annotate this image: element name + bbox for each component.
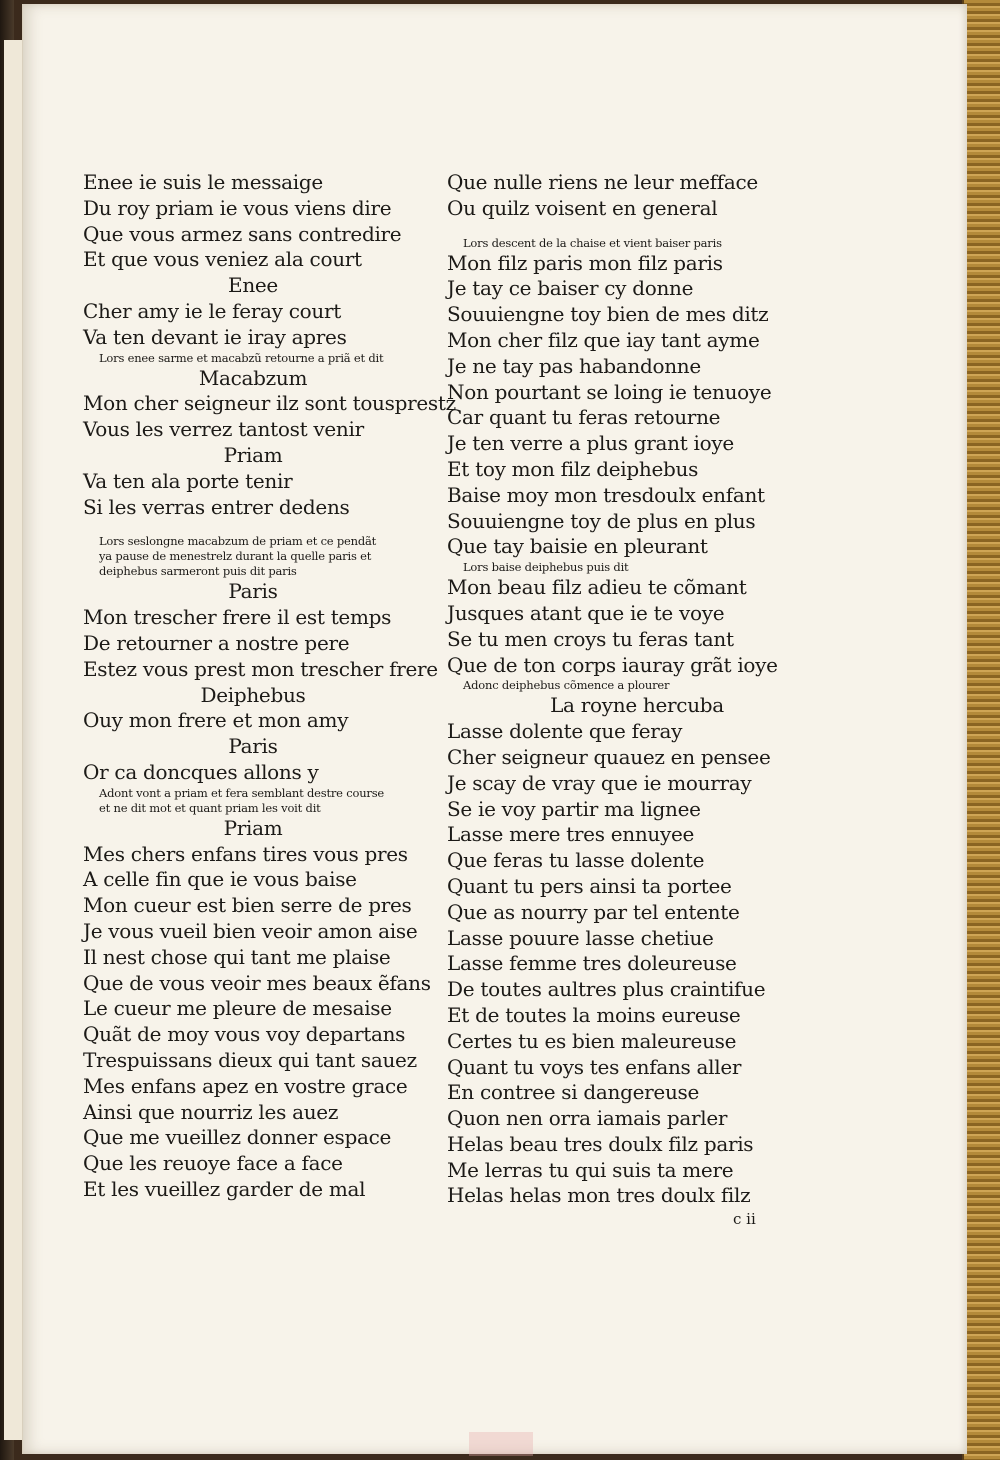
stage-direction: Lors seslongne macabzum de priam et ce pendãt xyxy=(99,534,377,549)
verse-line: Il nest chose qui tant me plaise xyxy=(83,944,391,969)
verse-line: Mon filz paris mon filz paris xyxy=(447,250,723,275)
verse-line: Lasse femme tres doleureuse xyxy=(447,951,737,976)
verse-line: Mon beau filz adieu te cõmant xyxy=(447,575,747,600)
verse-line: Cher amy ie le feray court xyxy=(83,298,341,323)
verse-line: Helas beau tres doulx filz paris xyxy=(447,1131,754,1156)
verse-line: Souuiengne toy bien de mes ditz xyxy=(447,302,769,327)
verse-line: Je tay ce baiser cy donne xyxy=(447,276,694,301)
gilt-page-edges xyxy=(962,0,1000,1460)
speaker-heading: Paris xyxy=(228,734,278,759)
verse-line: En contree si dangereuse xyxy=(447,1080,700,1105)
signature-mark: c ii xyxy=(733,1210,756,1228)
verse-line: Quãt de moy vous voy departans xyxy=(83,1022,406,1047)
verse-line: Si les verras entrer dedens xyxy=(83,494,350,519)
verse-line: Quant tu voys tes enfans aller xyxy=(447,1054,742,1079)
verse-line: Cher seigneur quauez en pensee xyxy=(447,744,771,769)
verse-line: Ouy mon frere et mon amy xyxy=(83,708,349,733)
verse-line: Trespuissans dieux qui tant sauez xyxy=(83,1047,417,1072)
stage-direction: Lors enee sarme et macabzũ retourne a priã et dit xyxy=(99,350,384,365)
verse-line: Baise moy mon tresdoulx enfant xyxy=(447,482,765,507)
speaker-heading: Priam xyxy=(223,442,283,467)
verse-line: De retourner a nostre pere xyxy=(83,630,350,655)
verse-line: Et les vueillez garder de mal xyxy=(83,1176,366,1201)
verse-line: Je vous vueil bien veoir amon aise xyxy=(83,918,418,943)
verse-line: Helas helas mon tres doulx filz xyxy=(447,1183,751,1208)
speaker-heading: La royne hercuba xyxy=(550,693,724,718)
verse-line: Et que vous veniez ala court xyxy=(83,247,362,272)
verse-line: Jusques atant que ie te voye xyxy=(447,600,725,625)
verse-line: Le cueur me pleure de mesaise xyxy=(83,996,392,1021)
verse-line: Que tay baisie en pleurant xyxy=(447,534,708,559)
verse-line: Se tu men croys tu feras tant xyxy=(447,626,734,651)
verse-line: Que as nourry par tel entente xyxy=(447,899,740,924)
verse-line: Que les reuoye face a face xyxy=(83,1151,343,1176)
verse-line: Lasse dolente que feray xyxy=(447,719,683,744)
stage-direction: Lors baise deiphebus puis dit xyxy=(463,560,629,575)
speaker-heading: Paris xyxy=(228,579,278,604)
line-gap xyxy=(83,520,443,534)
verse-line: Lasse mere tres ennuyee xyxy=(447,822,695,847)
verse-line: Me lerras tu qui suis ta mere xyxy=(447,1157,734,1182)
verse-line: Mon trescher frere il est temps xyxy=(83,605,392,630)
verse-line: Quon nen orra iamais parler xyxy=(447,1106,728,1131)
verse-line: Non pourtant se loing ie tenuoye xyxy=(447,379,772,404)
verse-line: Du roy priam ie vous viens dire xyxy=(83,195,392,220)
verse-line: Que de vous veoir mes beaux ẽfans xyxy=(83,970,431,995)
speaker-heading: Priam xyxy=(223,815,283,840)
verse-line: A celle fin que ie vous baise xyxy=(83,867,357,892)
stage-direction: Lors descent de la chaise et vient baiser paris xyxy=(463,235,722,250)
verse-line: Lasse pouure lasse chetiue xyxy=(447,925,714,950)
verse-line: De toutes aultres plus craintifue xyxy=(447,977,766,1002)
verse-line: Certes tu es bien maleureuse xyxy=(447,1028,737,1053)
verse-line: Quant tu pers ainsi ta portee xyxy=(447,873,732,898)
left-text-column xyxy=(83,170,456,1203)
speaker-heading: Enee xyxy=(228,273,278,298)
verse-line: Je ne tay pas habandonne xyxy=(447,353,701,378)
verse-line: Enee ie suis le messaige xyxy=(83,170,323,194)
verse-line: Et de toutes la moins eureuse xyxy=(447,1002,741,1027)
stage-direction: Adont vont a priam et fera semblant destre course xyxy=(99,785,385,800)
verse-line: Je scay de vray que ie mourray xyxy=(447,770,752,795)
verse-line: Va ten ala porte tenir xyxy=(83,468,293,493)
verse-line: Mon cueur est bien serre de pres xyxy=(83,893,412,918)
stage-direction: deiphebus sarmeront puis dit paris xyxy=(99,564,297,579)
verse-line: Que vous armez sans contredire xyxy=(83,221,402,246)
verse-line: Mes enfans apez en vostre grace xyxy=(83,1073,408,1098)
verse-line: Mes chers enfans tires vous pres xyxy=(83,841,408,866)
verse-line: Mon cher seigneur ilz sont tousprestz xyxy=(83,391,456,416)
verse-line: Que nulle riens ne leur mefface xyxy=(447,170,758,194)
page-stain xyxy=(469,1432,533,1456)
verse-line: Que feras tu lasse dolente xyxy=(447,848,705,873)
book-page xyxy=(22,4,967,1454)
verse-line: Que de ton corps iauray grãt ioye xyxy=(447,652,778,677)
verse-line: Je ten verre a plus grant ioye xyxy=(447,431,734,456)
stage-direction: et ne dit mot et quant priam les voit dit xyxy=(99,800,321,815)
stage-direction: ya pause de menestrelz durant la quelle paris et xyxy=(99,549,372,564)
verse-line: Que me vueillez donner espace xyxy=(83,1125,392,1150)
verse-line: Souuiengne toy de plus en plus xyxy=(447,508,756,533)
verse-line: Et toy mon filz deiphebus xyxy=(447,456,699,481)
verse-line: Va ten devant ie iray apres xyxy=(83,324,347,349)
verse-line: Car quant tu feras retourne xyxy=(447,405,721,430)
verse-line: Or ca doncques allons y xyxy=(83,759,319,784)
speaker-heading: Macabzum xyxy=(198,365,308,390)
line-gap xyxy=(447,222,827,236)
verse-line: Ainsi que nourriz les auez xyxy=(83,1099,339,1124)
verse-line: Ou quilz voisent en general xyxy=(447,195,718,220)
verse-line: Vous les verrez tantost venir xyxy=(83,417,364,442)
verse-line: Mon cher filz que iay tant ayme xyxy=(447,327,760,352)
stage-direction: Adonc deiphebus cõmence a plourer xyxy=(463,678,670,693)
speaker-heading: Deiphebus xyxy=(200,682,306,707)
verse-line: Se ie voy partir ma lignee xyxy=(447,796,701,821)
right-text-column xyxy=(447,170,827,1209)
verse-line: Estez vous prest mon trescher frere xyxy=(83,656,438,681)
